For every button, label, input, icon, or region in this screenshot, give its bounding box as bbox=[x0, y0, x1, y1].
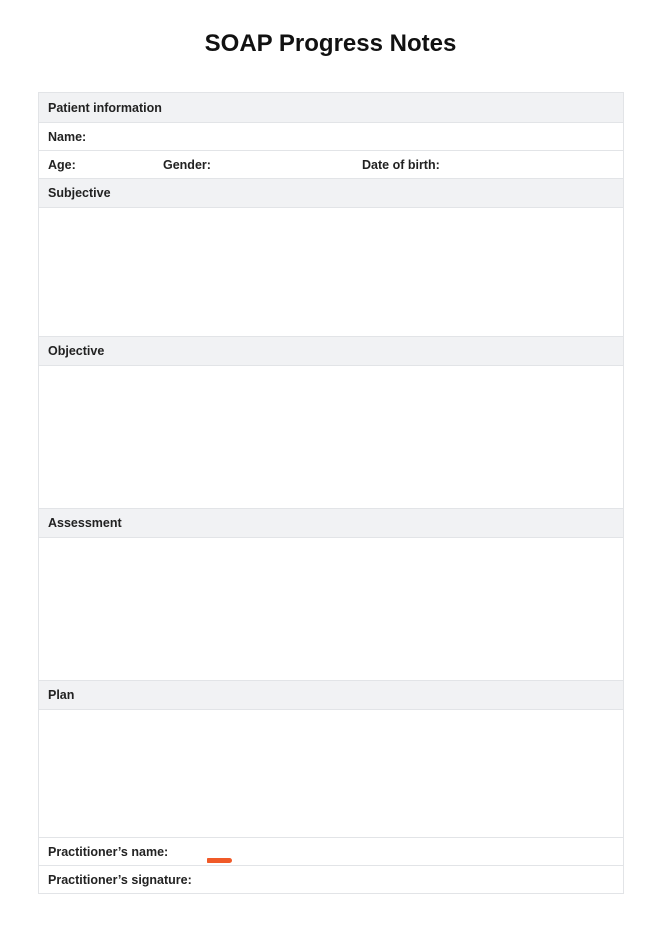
patient-info-heading: Patient information bbox=[48, 100, 162, 115]
objective-heading: Objective bbox=[48, 344, 105, 358]
name-field[interactable] bbox=[39, 122, 623, 150]
age-field[interactable]: Age: bbox=[48, 157, 76, 172]
page-title: SOAP Progress Notes bbox=[204, 30, 457, 57]
subjective-header bbox=[39, 178, 623, 207]
assessment-header bbox=[39, 508, 623, 537]
orange-tag-icon bbox=[207, 858, 232, 863]
name-label: Name: bbox=[48, 129, 87, 144]
objective-textarea[interactable] bbox=[39, 365, 623, 508]
soap-form bbox=[38, 92, 624, 894]
subjective-heading: Subjective bbox=[48, 186, 111, 200]
practitioner-name-label: Practitioner’s name: bbox=[48, 844, 169, 859]
practitioner-name-field[interactable] bbox=[39, 837, 623, 865]
subjective-textarea[interactable] bbox=[39, 207, 623, 336]
gender-field[interactable]: Gender: bbox=[163, 157, 211, 172]
assessment-textarea[interactable] bbox=[39, 537, 623, 680]
practitioner-signature-label: Practitioner’s signature: bbox=[48, 872, 192, 887]
dob-field[interactable]: Date of birth: bbox=[362, 157, 440, 172]
plan-textarea[interactable] bbox=[39, 709, 623, 837]
objective-header bbox=[39, 336, 623, 365]
plan-header bbox=[39, 680, 623, 709]
plan-heading: Plan bbox=[48, 688, 75, 702]
assessment-heading: Assessment bbox=[48, 516, 122, 530]
age-gender-dob-row bbox=[39, 150, 623, 178]
patient-info-header bbox=[39, 93, 623, 122]
practitioner-signature-field[interactable] bbox=[39, 865, 623, 893]
